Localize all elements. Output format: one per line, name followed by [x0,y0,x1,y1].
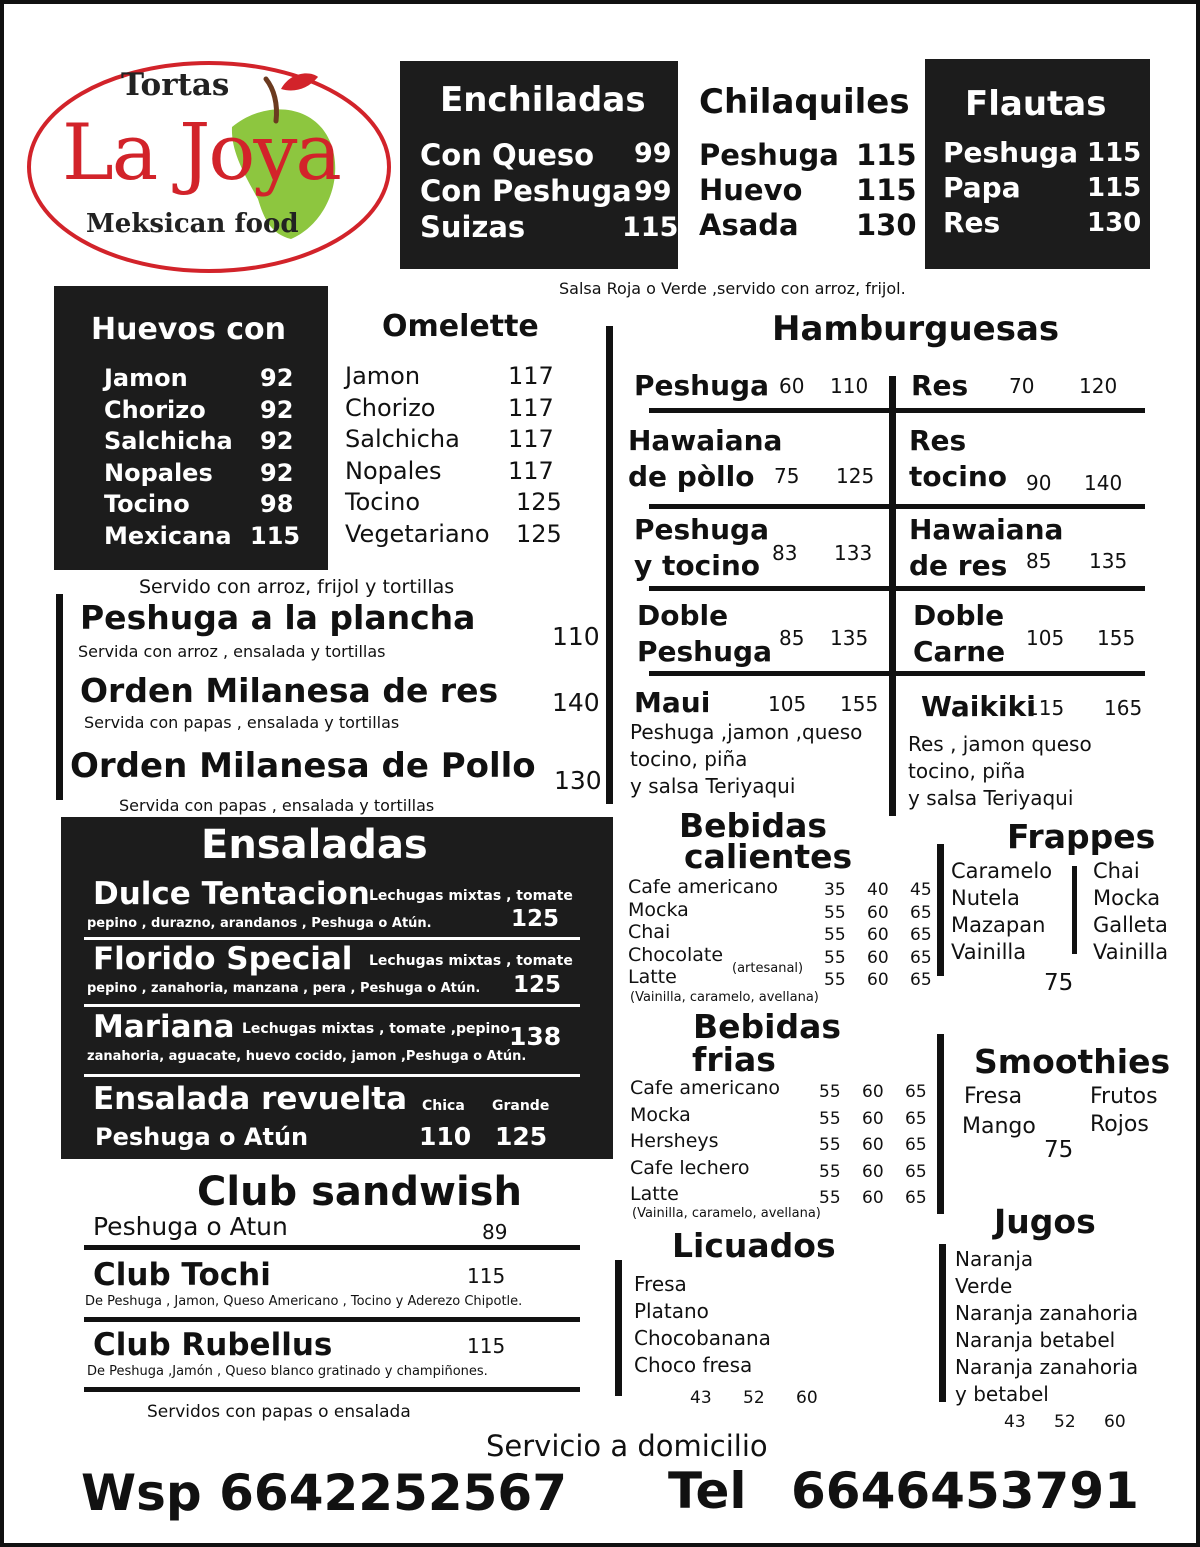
frias-item-price: 60 [862,1161,884,1182]
ensalada-price: 125 [495,1122,548,1151]
huevos-item-price: 92 [260,458,294,487]
licuado-price: 43 [690,1388,712,1408]
calientes-item-price: 55 [824,947,846,968]
hamburguesas-row-rule [649,586,1145,591]
jugo-price: 60 [1104,1412,1126,1432]
calientes-item-name: Chai [628,921,671,943]
salsa-note: Salsa Roja o Verde ,servido con arroz, frijol. [559,279,906,298]
ensaladas-title: Ensaladas [201,822,428,868]
burger-name: de res [909,549,1008,582]
plato-desc: Servida con papas , ensalada y tortillas [119,796,435,815]
ensalada-sub: Peshuga o Atún [95,1123,309,1151]
omelette-item-price: 117 [508,393,554,422]
burger-name: y tocino [634,549,760,582]
smoothies-price: 75 [1044,1137,1074,1163]
frappe-item: Vainilla [951,940,1027,964]
calientes-item-price: 65 [910,925,932,945]
huevos-item-price: 115 [250,521,301,550]
club-divider [84,1317,580,1322]
frias-item-price: 60 [862,1135,884,1155]
jugo-item: Naranja betabel [955,1328,1116,1352]
burger-name: Hawaiana [628,424,783,457]
omelette-item-price: 125 [516,488,562,516]
burger-name: Peshuga [637,635,772,668]
huevos-item-name: Chorizo [104,395,206,424]
enchiladas-item-price: 99 [634,176,672,207]
logo-name: La Joya [62,108,340,198]
burger-name: Waikiki [921,690,1036,723]
frias-item-price: 55 [819,1082,841,1102]
ensalada-desc: pepino , durazno, arandanos , Peshuga o Atún. [87,916,432,931]
jugo-item: Verde [955,1274,1013,1298]
frias-item-price: 55 [819,1108,841,1129]
huevos-item-price: 92 [260,395,294,424]
frappes-title: Frappes [1007,817,1156,856]
burger-desc: tocino, piña [908,759,1026,783]
enchiladas-title: Enchiladas [440,80,646,120]
hamburguesas-title: Hamburguesas [772,309,1060,349]
burger-price-single: 60 [779,374,805,398]
plato-name: Peshuga a la plancha [80,598,476,637]
licuado-price: 60 [796,1388,818,1408]
flautas-item-name: Res [943,206,1001,239]
calientes-item-price: 65 [910,970,932,990]
licuados-title: Licuados [672,1226,836,1265]
omelette-item-price: 117 [508,362,554,390]
plato-price: 140 [552,688,600,717]
huevos-item-name: Nopales [104,458,213,487]
burger-name: Res [911,369,969,402]
omelette-title: Omelette [382,309,539,344]
ensalada-price: 125 [513,972,562,998]
calientes-item-price: 55 [824,925,846,945]
club-item-desc: De Peshuga ,Jamón , Queso blanco gratinado y champiñones. [87,1364,488,1379]
enchiladas-item-name: Con Peshuga [420,174,632,208]
licuado-item: Chocobanana [634,1326,771,1350]
ensalada-divider [84,1004,580,1007]
calientes-title: Bebidas [679,806,828,845]
hamburguesas-row-rule [649,504,1145,509]
jugo-item: y betabel [955,1382,1049,1406]
enchiladas-item-price: 115 [622,212,679,243]
calientes-item-price: 60 [867,925,889,945]
frappe-item: Chai [1093,859,1140,883]
omelette-item-name: Jamon [345,362,421,390]
frias-item-name: Cafe lechero [630,1156,750,1179]
burger-price-single: 70 [1009,374,1035,398]
flautas-item-name: Papa [943,171,1021,204]
burger-name: Peshuga [634,369,769,402]
calientes-item-price: 40 [867,880,889,900]
burger-price-combo: 135 [830,626,869,650]
flautas-title: Flautas [965,84,1107,124]
licuado-item: Fresa [634,1272,687,1296]
calientes-note: (Vainilla, caramelo, avellana) [630,990,819,1005]
calientes-item-name: Mocka [628,898,689,921]
jugo-price: 43 [1004,1412,1026,1432]
ensalada-desc: pepino , zanahoria, manzana , pera , Peshuga o Atún. [87,981,481,996]
frias-item-price: 65 [905,1188,927,1208]
ensalada-size-label: Grande [492,1098,550,1114]
ensalada-divider [84,1074,580,1077]
flautas-item-price: 130 [1087,208,1142,238]
chilaquiles-item-name: Huevo [699,173,803,207]
burger-name: Doble [913,599,1005,632]
chilaquiles-item-price: 130 [856,208,917,242]
calientes-item-name: Latte [628,966,677,988]
logo-subtitle: Meksican food [86,209,299,239]
smoothie-item: Fresa [964,1084,1023,1109]
ensalada-desc: zanahoria, aguacate, huevo cocido, jamon ,Peshuga o Atún. [87,1049,527,1064]
burger-price-single: 105 [768,692,807,716]
frappes-price: 75 [1044,970,1074,996]
whatsapp-number[interactable]: Wsp 6642252567 [81,1464,568,1522]
ensalada-divider [84,937,580,940]
platos-left-rule [56,594,63,800]
burger-price-combo: 155 [1097,626,1136,650]
burger-desc: y salsa Teriyaqui [630,774,796,798]
club-item-name: Peshuga o Atun [93,1212,288,1241]
huevos-item-name: Tocino [104,490,190,518]
burger-price-single: 85 [1026,549,1052,573]
club-note: Servidos con papas o ensalada [147,1402,411,1422]
burger-price-single: 83 [772,541,798,565]
burger-price-combo: 133 [834,541,873,565]
frias-item-price: 65 [905,1161,927,1182]
smoothie-item: Frutos [1090,1084,1158,1109]
frias-title: frias [692,1040,776,1079]
huevos-item-name: Jamon [104,364,188,392]
frias-item-price: 65 [905,1108,927,1129]
huevos-item-name: Salchicha [104,427,233,455]
club-item-desc: De Peshuga , Jamon, Queso Americano , Tocino y Aderezo Chipotle. [85,1294,523,1309]
huevos-item-name: Mexicana [104,521,232,550]
omelette-item-price: 117 [508,456,554,485]
calientes-item-name: Cafe americano [628,876,779,898]
ensalada-name: Ensalada revuelta [93,1081,408,1117]
ensalada-desc: Lechugas mixtas , tomate [369,953,573,969]
calientes-item-price: 60 [867,947,889,968]
frappes-rule [937,844,944,976]
frias-item-price: 60 [862,1082,884,1102]
chilaquiles-item-price: 115 [856,138,917,172]
burger-desc: y salsa Teriyaqui [908,786,1074,810]
frias-item-price: 55 [819,1135,841,1155]
ensalada-name: Florido Special [93,941,353,977]
burger-price-combo: 140 [1084,471,1123,495]
ensalada-size-label: Chica [422,1098,465,1114]
servido-note: Servido con arroz, frijol y tortillas [139,576,455,598]
frias-item-price: 60 [862,1108,884,1129]
smoothies-title: Smoothies [974,1042,1171,1081]
frias-item-price: 60 [862,1188,884,1208]
frappe-item: Nutela [951,886,1020,910]
frias-item-name: Hersheys [630,1130,719,1152]
burger-name: Hawaiana [909,513,1064,546]
club-item-price: 115 [467,1264,506,1288]
calientes-item-price: 55 [824,902,846,923]
club-item-name: Club Tochi [93,1257,271,1293]
hamburguesas-center-rule [889,376,896,816]
licuado-item: Choco fresa [634,1353,753,1377]
huevos-item-price: 92 [260,427,294,455]
licuado-price: 52 [743,1388,765,1408]
jugo-price: 52 [1054,1412,1076,1432]
delivery-label: Servicio a domicilio [486,1429,768,1463]
frias-item-price: 65 [905,1135,927,1155]
club-item-price: 115 [467,1334,506,1358]
burger-price-combo: 125 [836,464,875,488]
ensalada-desc: Lechugas mixtas , tomate ,pepino [242,1021,510,1037]
omelette-item-name: Vegetariano [345,519,490,548]
smoothie-item: Mango [962,1114,1036,1139]
burger-desc: Res , jamon queso [908,732,1092,756]
calientes-item-price: 60 [867,970,889,990]
frias-item-price: 65 [905,1082,927,1102]
ensalada-price: 125 [511,906,560,932]
ensalada-price: 110 [419,1122,472,1151]
huevos-item-price: 98 [260,490,294,518]
enchiladas-item-name: Con Queso [420,138,595,172]
frias-item-name: Cafe americano [630,1077,781,1099]
ensalada-desc: Lechugas mixtas , tomate [369,888,573,904]
enchiladas-item-name: Suizas [420,210,526,244]
calientes-item-price: 65 [910,947,932,968]
plato-price: 110 [552,622,600,651]
plato-desc: Servida con papas , ensalada y tortillas [84,713,400,732]
burger-name: Doble [637,599,729,632]
club-item-price: 89 [482,1220,508,1244]
chilaquiles-title: Chilaquiles [699,82,910,122]
licuados-rule [615,1260,622,1396]
jugos-rule [939,1244,946,1402]
frappe-item: Mocka [1093,886,1161,910]
tel-label: Tel [668,1462,747,1520]
chilaquiles-item-name: Peshuga [699,138,839,172]
plato-name: Orden Milanesa de res [80,671,499,710]
frias-item-price: 55 [819,1161,841,1182]
ensalada-name: Mariana [93,1009,235,1045]
burger-price-combo: 110 [830,374,869,398]
burger-name: de pòllo [628,460,755,493]
hamburguesas-row-rule [649,408,1145,413]
logo-tortas: Tortas [121,67,230,103]
flautas-item-price: 115 [1087,173,1142,203]
frias-title: Bebidas [693,1007,842,1046]
frias-item-price: 55 [819,1188,841,1208]
hamburguesas-row-rule [649,671,1145,676]
omelette-item-name: Chorizo [345,393,436,422]
plato-name: Orden Milanesa de Pollo [70,746,536,786]
burger-price-combo: 135 [1089,549,1128,573]
licuado-item: Platano [634,1299,709,1323]
frappe-item: Mazapan [951,913,1046,937]
enchiladas-item-price: 99 [634,138,672,169]
smoothie-item: Rojos [1090,1112,1149,1137]
club-divider [84,1245,580,1250]
jugo-item: Naranja zanahoria [955,1301,1139,1325]
burger-price-single: 115 [1026,696,1065,720]
calientes-title: calientes [684,837,853,876]
chilaquiles-item-name: Asada [699,208,799,242]
frias-rule [937,1034,944,1214]
burger-price-single: 90 [1026,471,1052,495]
huevos-item-price: 92 [260,364,294,392]
huevos-title: Huevos con [91,312,287,347]
omelette-item-price: 125 [516,519,562,548]
flautas-item-name: Peshuga [943,136,1078,169]
plato-price: 130 [554,766,602,795]
burger-name: Carne [913,635,1006,668]
frappe-item: Caramelo [951,859,1053,883]
burger-price-combo: 155 [840,692,879,716]
omelette-item-name: Tocino [345,488,421,516]
burger-desc: tocino, piña [630,747,748,771]
calientes-item-price: 55 [824,970,846,990]
plato-desc: Servida con arroz , ensalada y tortillas [78,642,386,661]
frias-note: (Vainilla, caramelo, avellana) [632,1206,821,1221]
burger-price-single: 75 [774,464,800,488]
hamburguesas-left-rule [606,326,613,804]
burger-price-single: 85 [779,626,805,650]
omelette-item-name: Nopales [345,456,442,485]
jugo-item: Naranja zanahoria [955,1355,1139,1379]
calientes-item-name: Chocolate [628,943,724,966]
jugo-item: Naranja [955,1247,1034,1271]
frappe-item: Galleta [1093,913,1168,937]
frias-item-name: Mocka [630,1103,691,1126]
frappe-item: Vainilla [1093,940,1169,964]
frappes-rule [1072,866,1077,954]
burger-name: Peshuga [634,513,769,546]
calientes-item-price: 65 [910,902,932,923]
burger-price-combo: 120 [1079,374,1118,398]
club-title: Club sandwish [197,1169,522,1215]
ensalada-name: Dulce Tentacion [93,876,370,912]
calientes-item-price: 60 [867,902,889,923]
burger-name: tocino [909,460,1007,493]
burger-name: Maui [634,686,711,719]
jugos-title: Jugos [994,1202,1096,1241]
frias-item-name: Latte [630,1183,679,1205]
burger-price-combo: 165 [1104,696,1143,720]
flautas-item-price: 115 [1087,138,1142,168]
club-divider [84,1387,580,1392]
calientes-item-price: 45 [910,880,932,900]
tel-number[interactable]: 6646453791 [791,1462,1139,1520]
club-item-name: Club Rubellus [93,1327,333,1363]
omelette-item-name: Salchicha [345,425,460,453]
burger-desc: Peshuga ,jamon ,queso [630,720,863,744]
burger-price-single: 105 [1026,626,1065,650]
calientes-item-price: 35 [824,880,846,900]
burger-name: Res [909,424,967,457]
omelette-item-price: 117 [508,425,554,453]
chilaquiles-item-price: 115 [856,173,917,207]
ensalada-price: 138 [509,1022,562,1051]
calientes-chocolate-note: (artesanal) [732,961,804,976]
